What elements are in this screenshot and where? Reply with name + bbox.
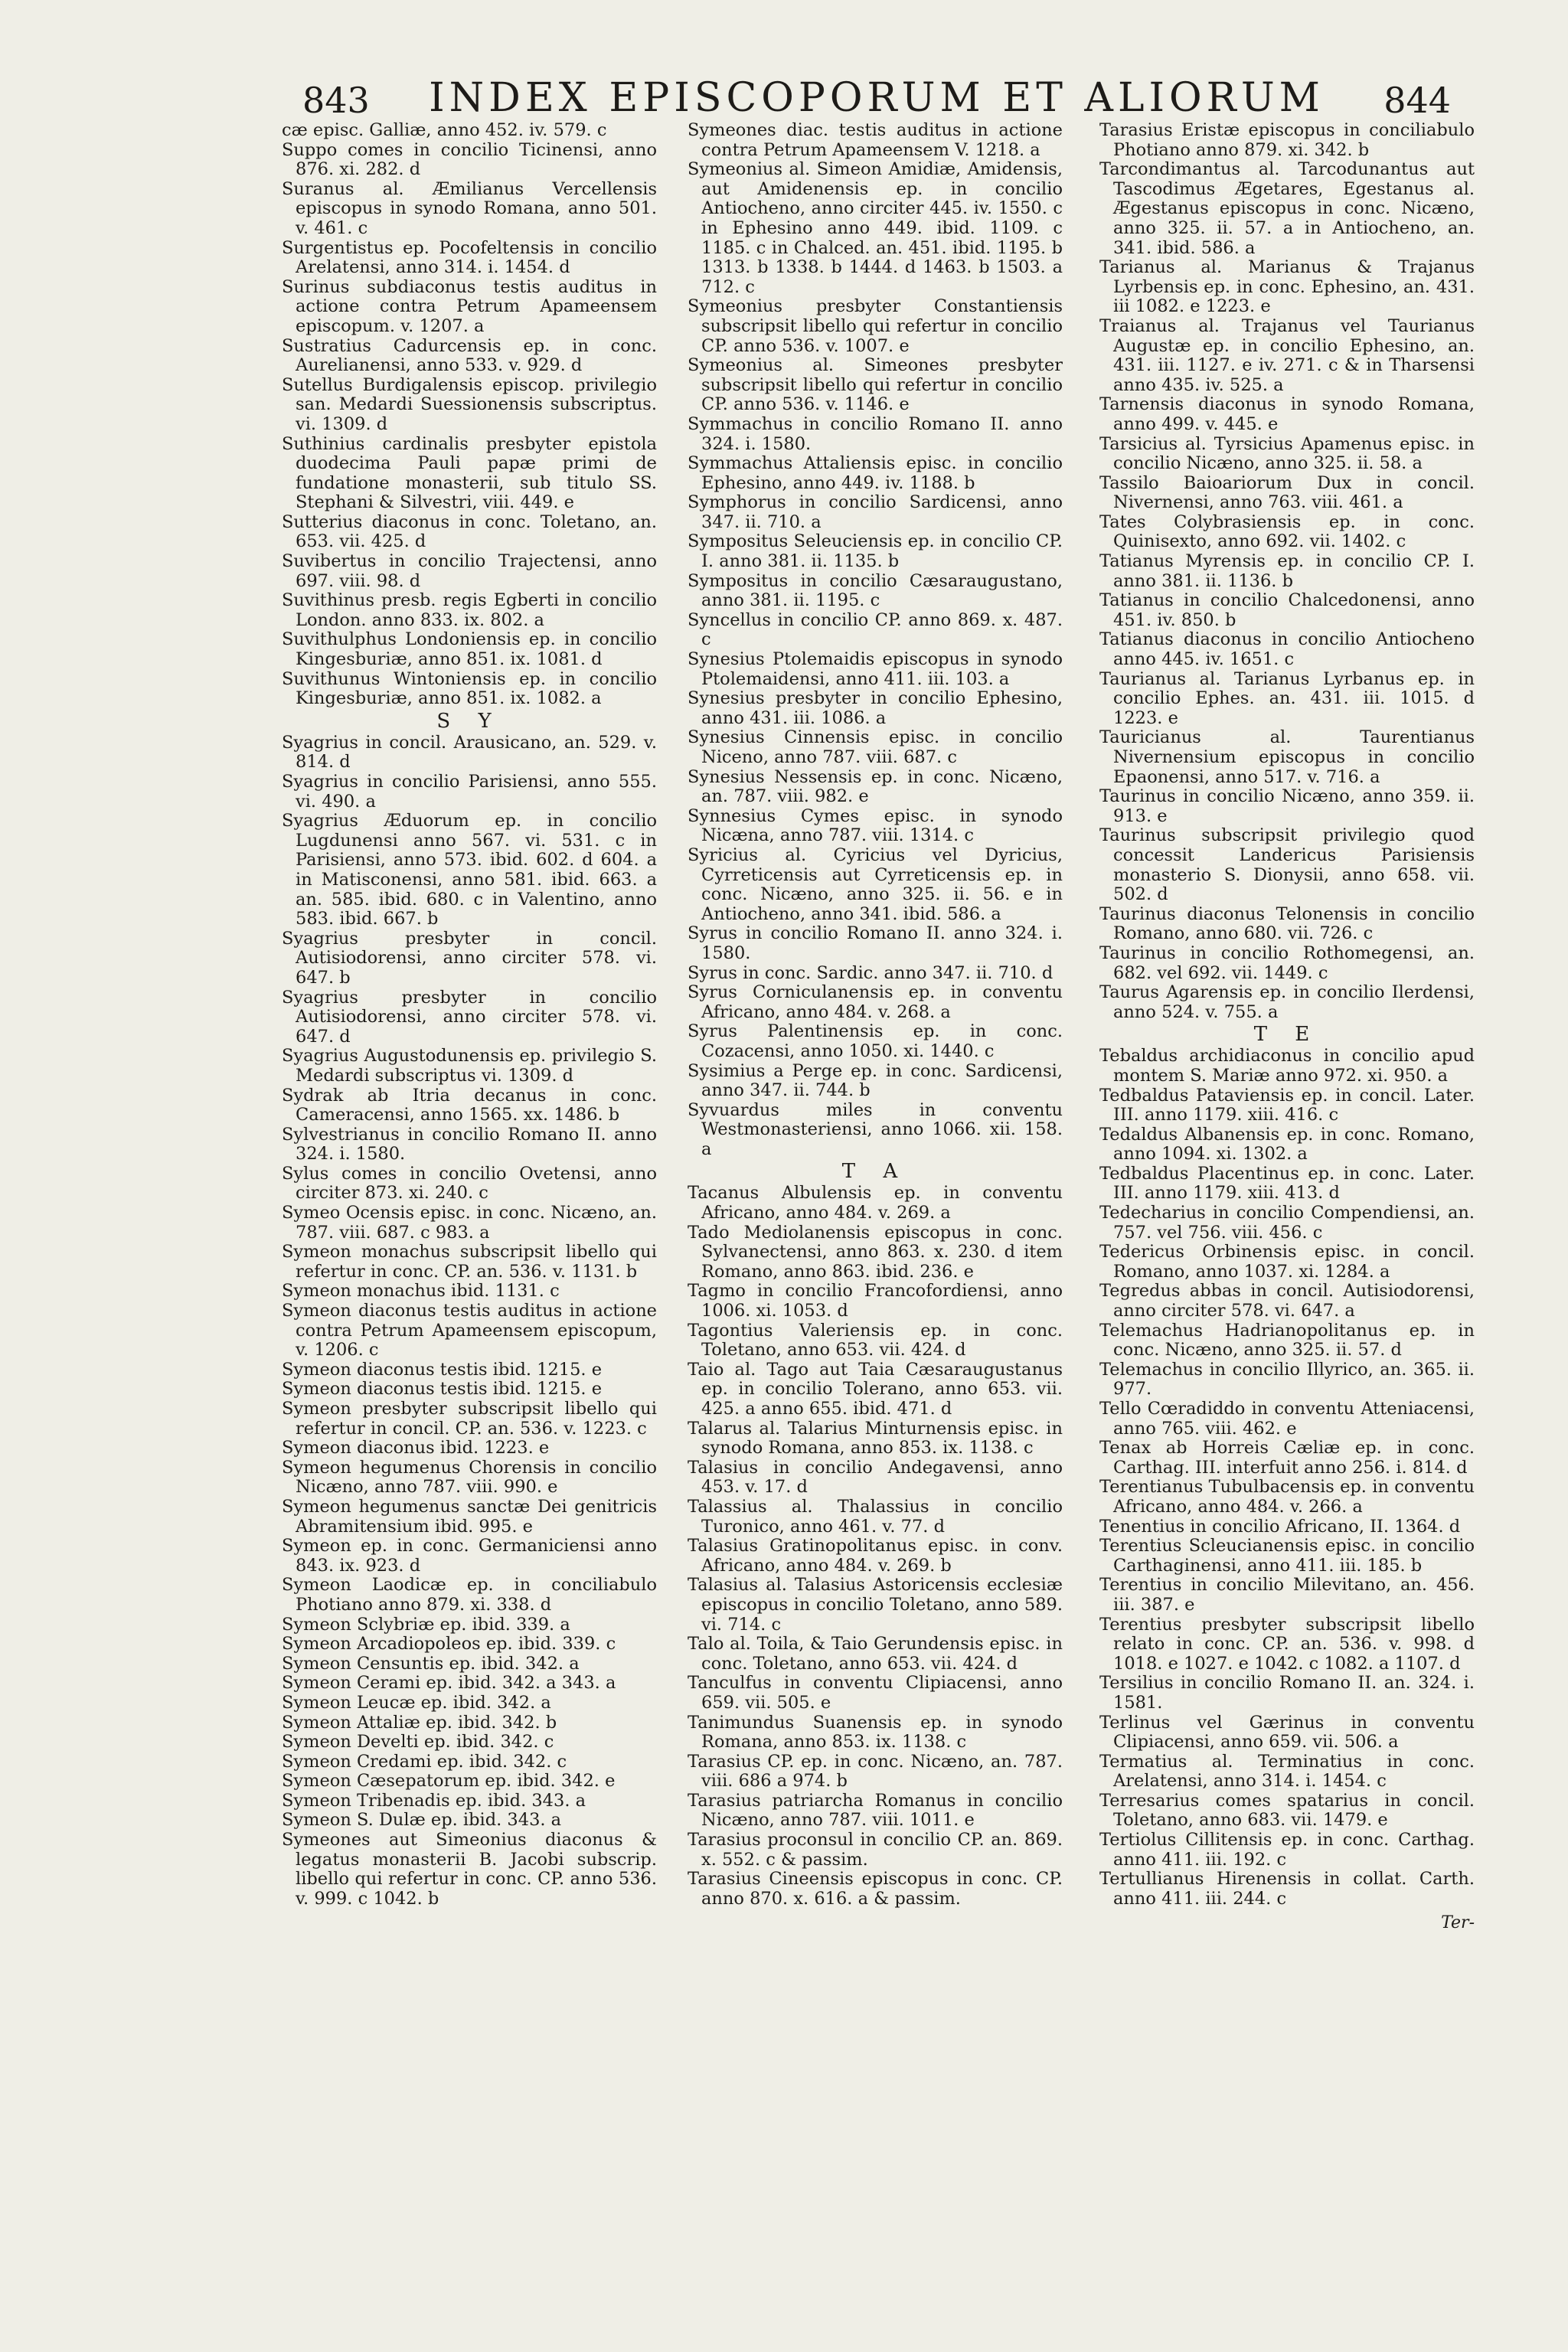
index-entry: Suvithulphus Londoniensis ep. in concilio Kingesburiæ, anno 851. ix. 1081. d: [282, 629, 657, 670]
index-entry: Syncellus in concilio CP. anno 869. x. 487. c: [688, 609, 1063, 650]
index-entry: Symmachus Attaliensis episc. in concilio Ephesino, anno 449. iv. 1188. b: [688, 453, 1063, 493]
index-entry: Tello Cœradiddo in conventu Atteniacensi, anno 765. viii. 462. e: [1099, 1399, 1475, 1439]
index-entry: Symeon Credami ep. ibid. 342. c: [282, 1751, 567, 1772]
index-entry: Synesius Cinnensis episc. in concilio Niceno, anno 787. viii. 687. c: [688, 727, 1063, 767]
index-entry: Symeon diaconus testis ibid. 1215. e: [282, 1379, 603, 1400]
index-entry: Syrus Corniculanensis ep. in conventu Africano, anno 484. v. 268. a: [688, 982, 1063, 1022]
index-column-2: [688, 121, 1063, 1909]
index-entry: Syagrius in concilio Parisiensi, anno 555. vi. 490. a: [282, 772, 657, 812]
index-entry: Synesius presbyter in concilio Ephesino, anno 431. iii. 1086. a: [688, 688, 1063, 728]
index-entry: Talarus al. Talarius Minturnensis episc. in synodo Romana, anno 853. ix. 1138. c: [688, 1418, 1063, 1459]
index-entry: Talassius al. Thalassius in concilio Turonico, anno 461. v. 77. d: [688, 1496, 1063, 1537]
index-entry: Terresarius comes spatarius in concil. Toletano, anno 683. vii. 1479. e: [1099, 1790, 1475, 1831]
index-entry: Symeones aut Simeonius diaconus & legatus monasterii B. Jacobi subscrip. libello qui refertur in conc. CP. anno 536. v. 999. c 1042. b: [282, 1830, 657, 1909]
index-entry: Symeon diaconus ibid. 1223. e: [282, 1438, 550, 1459]
index-entry: Tado Mediolanensis episcopus in conc. Sylvanectensi, anno 863. x. 230. d item Romano, anno 863. ibid. 236. e: [688, 1222, 1063, 1282]
index-entry: Tatianus diaconus in concilio Antiocheno anno 445. iv. 1651. c: [1099, 629, 1475, 670]
index-entry: Taio al. Tago aut Taia Cæsaraugustanus ep. in concilio Tolerano, anno 653. vii. 425. a anno 655. ibid. 471. d: [688, 1359, 1063, 1419]
index-entry: Symeon Arcadiopoleos ep. ibid. 339. c: [282, 1634, 616, 1655]
index-entry: Symeon diaconus testis auditus in actione contra Petrum Apameensem episcopum, v. 1206. c: [282, 1301, 657, 1361]
index-entry: Tedericus Orbinensis episc. in concil. Romano, anno 1037. xi. 1284. a: [1099, 1242, 1475, 1282]
index-entry: Sysimius a Perge ep. in conc. Sardicensi, anno 347. ii. 744. b: [688, 1060, 1063, 1101]
index-entry: Syagrius Æduorum ep. in concilio Lugdunensi anno 567. vi. 531. c in Parisiensi, anno 573. ibid. 602. d 604. a in Matisconensi, anno 581. ibid. 663. a an. 585. ibid. 680. c in Valentino, anno 583. ibid. 667. b: [282, 811, 657, 929]
index-entry: Tagmo in concilio Francofordiensi, anno 1006. xi. 1053. d: [688, 1281, 1063, 1321]
index-entry: Taurianus al. Tarianus Lyrbanus ep. in concilio Ephes. an. 431. iii. 1015. d 1223. e: [1099, 668, 1475, 728]
index-entry: Sympositus Seleuciensis ep. in concilio CP. I. anno 381. ii. 1135. b: [688, 531, 1063, 572]
index-entry: Tarianus al. Marianus & Trajanus Lyrbensis ep. in conc. Ephesino, an. 431. iii 1082. e 1223. e: [1099, 257, 1475, 317]
index-entry: Symeon Sclybriæ ep. ibid. 339. a: [282, 1614, 570, 1635]
index-entry: Syrus in concilio Romano II. anno 324. i. 1580.: [688, 923, 1063, 963]
index-entry: Symeon Censuntis ep. ibid. 342. a: [282, 1653, 580, 1674]
index-entry: Tarnensis diaconus in synodo Romana, anno 499. v. 445. e: [1099, 394, 1475, 434]
index-entry: Termatius al. Terminatius in conc. Arelatensi, anno 314. i. 1454. c: [1099, 1751, 1475, 1792]
index-entry: Tedaldus Albanensis ep. in conc. Romano, anno 1094. xi. 1302. a: [1099, 1124, 1475, 1165]
index-entry: Tarasius Eristæ episcopus in conciliabulo Photiano anno 879. xi. 342. b: [1099, 120, 1475, 160]
index-entry: Suppo comes in concilio Ticinensi, anno 876. xi. 282. d: [282, 139, 657, 180]
index-entry: Symmachus in concilio Romano II. anno 324. i. 1580.: [688, 413, 1063, 454]
index-column-1: [282, 121, 657, 1909]
index-entry: Suvithunus Wintoniensis ep. in concilio Kingesburiæ, anno 851. ix. 1082. a: [282, 668, 657, 709]
index-entry: Taurinus in concilio Rothomegensi, an. 682. vel 692. vii. 1449. c: [1099, 942, 1475, 983]
index-entry: Tertullianus Hirenensis in collat. Carth. anno 411. iii. 244. c: [1099, 1869, 1475, 1909]
index-entry: Symeon monachus subscripsit libello qui refertur in conc. CP. an. 536. v. 1131. b: [282, 1242, 657, 1282]
section-heading: S Y: [436, 709, 502, 733]
index-entry: Tedbaldus Placentinus ep. in conc. Later. III. anno 1179. xiii. 413. d: [1099, 1163, 1475, 1204]
index-entry: Tatianus Myrensis ep. in concilio CP. I. anno 381. ii. 1136. b: [1099, 551, 1475, 591]
index-entry: Syagrius presbyter in concil. Autisiodorensi, anno circiter 578. vi. 647. b: [282, 928, 657, 988]
index-entry: Symeon Attaliæ ep. ibid. 342. b: [282, 1712, 557, 1733]
index-entry: Surinus subdiaconus testis auditus in actione contra Petrum Apameensem episcopum. v. 1207. a: [282, 276, 657, 336]
index-entry: Telemachus Hadrianopolitanus ep. in conc. Nicæno, anno 325. ii. 57. d: [1099, 1320, 1475, 1361]
index-entry: Terentianus Tubulbacensis ep. in conventu Africano, anno 484. v. 266. a: [1099, 1477, 1475, 1517]
index-entry: Symeon Laodicæ ep. in conciliabulo Photiano anno 879. xi. 338. d: [282, 1575, 657, 1615]
index-entry: Symeon Leucæ ep. ibid. 342. a: [282, 1692, 551, 1713]
index-entry: Suvithinus presb. regis Egberti in concilio London. anno 833. ix. 802. a: [282, 590, 657, 630]
index-entry: Tenax ab Horreis Cæliæ ep. in conc. Carthag. III. interfuit anno 256. i. 814. d: [1099, 1438, 1475, 1478]
index-entry: Tanimundus Suanensis ep. in synodo Romana, anno 853. ix. 1138. c: [688, 1712, 1063, 1753]
index-entry: Sustratius Cadurcensis ep. in conc. Aurelianensi, anno 533. v. 929. d: [282, 335, 657, 376]
index-entry: Symeo Ocensis episc. in conc. Nicæno, an. 787. viii. 687. c 983. a: [282, 1203, 657, 1243]
index-entry: Synnesius Cymes episc. in synodo Nicæna, anno 787. viii. 1314. c: [688, 805, 1063, 846]
index-entry: Surgentistus ep. Pocofeltensis in concilio Arelatensi, anno 314. i. 1454. d: [282, 237, 657, 278]
index-entry: Tertiolus Cillitensis ep. in conc. Carthag. anno 411. iii. 192. c: [1099, 1830, 1475, 1870]
index-entry: Sylvestrianus in concilio Romano II. anno 324. i. 1580.: [282, 1124, 657, 1165]
index-entry: Symeonius presbyter Constantiensis subscripsit libello qui refertur in concilio CP. anno 536. v. 1007. e: [688, 296, 1063, 356]
index-entry: Taurus Agarensis ep. in concilio Ilerdensi, anno 524. v. 755. a: [1099, 982, 1475, 1022]
index-entry: Syvuardus miles in conventu Westmonasteriensi, anno 1066. xii. 158. a: [688, 1099, 1063, 1159]
index-entry: Tagontius Valeriensis ep. in conc. Toletano, anno 653. vii. 424. d: [688, 1320, 1063, 1361]
index-entry: Tarasius proconsul in concilio CP. an. 869. x. 552. c & passim.: [688, 1830, 1063, 1870]
index-entry: Telemachus in concilio Illyrico, an. 365. ii. 977.: [1099, 1359, 1475, 1400]
index-entry: Syagrius in concil. Arausicano, an. 529. v. 814. d: [282, 732, 657, 773]
index-entry: Traianus al. Trajanus vel Taurianus Augustæ ep. in concilio Ephesino, an. 431. iii. 1127. e iv. 271. c & in Tharsensi anno 435. iv. 525. a: [1099, 315, 1475, 395]
index-entry: Sutellus Burdigalensis episcop. privilegio san. Medardi Suessionensis subscriptus. vi. 1309. d: [282, 374, 657, 434]
catchword: Ter-: [1441, 1913, 1475, 1933]
index-entry: Symeon Cerami ep. ibid. 342. a 343. a: [282, 1673, 616, 1694]
index-entry: Symeonius al. Simeones presbyter subscripsit libello qui refertur in concilio CP. anno 536. v. 1146. e: [688, 355, 1063, 415]
index-entry: Sydrak ab Itria decanus in conc. Cameracensi, anno 1565. xx. 1486. b: [282, 1085, 657, 1125]
index-entry: Suthinius cardinalis presbyter epistola duodecima Pauli papæ primi de fundatione monasterii, sub titulo SS. Stephani & Silvestri, viii. 449. e: [282, 433, 657, 513]
section-heading: T A: [841, 1160, 909, 1184]
page-number-right: 844: [1383, 80, 1451, 121]
index-column-3: [1099, 121, 1475, 1933]
index-entry: Sympositus in concilio Cæsaraugustano, anno 381. ii. 1195. c: [688, 570, 1063, 611]
index-entry: Syrus in conc. Sardic. anno 347. ii. 710. d: [688, 962, 1054, 983]
index-entry: Tates Colybrasiensis ep. in conc. Quinisexto, anno 692. vii. 1402. c: [1099, 511, 1475, 552]
index-entry: Terlinus vel Gærinus in conventu Clipiacensi, anno 659. vii. 506. a: [1099, 1712, 1475, 1753]
index-entry: Taurinus subscripsit privilegio quod concessit Landericus Parisiensis monasterio S. Dionysii, anno 658. vii. 502. d: [1099, 825, 1475, 905]
index-entry: Tebaldus archidiaconus in concilio apud montem S. Mariæ anno 972. xi. 950. a: [1099, 1046, 1475, 1086]
index-entry: Syagrius Augustodunensis ep. privilegio S. Medardi subscriptus vi. 1309. d: [282, 1046, 657, 1086]
index-entry: Symeon hegumenus sanctæ Dei genitricis Abramitensium ibid. 995. e: [282, 1496, 657, 1537]
index-entry: Talasius Gratinopolitanus episc. in conv. Africano, anno 484. v. 269. b: [688, 1536, 1063, 1576]
index-entry: Tenentius in concilio Africano, II. 1364. d: [1099, 1516, 1461, 1537]
index-entry: Symeon Tribenadis ep. ibid. 343. a: [282, 1790, 586, 1811]
index-entry: Terentius in concilio Milevitano, an. 456. iii. 387. e: [1099, 1575, 1475, 1615]
index-entry: Symeon Develti ep. ibid. 342. c: [282, 1732, 554, 1753]
index-entry: Suvibertus in concilio Trajectensi, anno 697. viii. 98. d: [282, 551, 657, 591]
index-entry: Terentius presbyter subscripsit libello relato in conc. CP. an. 536. v. 998. d 1018. e 1027. e 1042. c 1082. a 1107. d: [1099, 1614, 1475, 1674]
index-entry: Tauricianus al. Taurentianus Nivernensium episcopus in concilio Epaonensi, anno 517. v. 716. a: [1099, 727, 1475, 787]
index-entry: Tacanus Albulensis ep. in conventu Africano, anno 484. v. 269. a: [688, 1183, 1063, 1223]
index-entry: Tarcondimantus al. Tarcodunantus aut Tascodimus Ægetares, Egestanus al. Ægestanus episcopus in conc. Nicæno, anno 325. ii. 57. a in Antiocheno, an. 341. ibid. 586. a: [1099, 159, 1475, 258]
index-entry: Taurinus diaconus Telonensis in concilio Romano, anno 680. vii. 726. c: [1099, 903, 1475, 944]
index-entry: Taurinus in concilio Nicæno, anno 359. ii. 913. e: [1099, 786, 1475, 826]
page-number-left: 843: [302, 80, 370, 121]
index-entry: Tassilo Baioariorum Dux in concil. Nivernensi, anno 763. viii. 461. a: [1099, 472, 1475, 513]
index-entry: Symeon Cæsepatorum ep. ibid. 342. e: [282, 1771, 616, 1792]
index-entry: cæ episc. Galliæ, anno 452. iv. 579. c: [282, 120, 607, 140]
index-entry: Talasius al. Talasius Astoricensis ecclesiæ episcopus in concilio Toletano, anno 589. vi. 714. c: [688, 1575, 1063, 1635]
index-entry: Symeon diaconus testis ibid. 1215. e: [282, 1359, 603, 1380]
index-entry: Tedecharius in concilio Compendiensi, an. 757. vel 756. viii. 456. c: [1099, 1203, 1475, 1243]
index-entry: Symphorus in concilio Sardicensi, anno 347. ii. 710. a: [688, 492, 1063, 532]
index-entry: Tegredus abbas in concil. Autisiodorensi, anno circiter 578. vi. 647. a: [1099, 1281, 1475, 1321]
index-entry: Talasius in concilio Andegavensi, anno 453. v. 17. d: [688, 1457, 1063, 1498]
index-entry: Suranus al. Æmilianus Vercellensis episcopus in synodo Romana, anno 501. v. 461. c: [282, 178, 657, 238]
index-entry: Tarasius patriarcha Romanus in concilio Nicæno, anno 787. viii. 1011. e: [688, 1790, 1063, 1831]
index-entry: Symeon monachus ibid. 1131. c: [282, 1281, 560, 1302]
index-entry: Tatianus in concilio Chalcedonensi, anno 451. iv. 850. b: [1099, 590, 1475, 630]
index-entry: Tedbaldus Pataviensis ep. in concil. Later. III. anno 1179. xiii. 416. c: [1099, 1085, 1475, 1125]
index-entry: Tarasius Cineensis episcopus in conc. CP. anno 870. x. 616. a & passim.: [688, 1869, 1063, 1909]
index-entry: Tersilius in concilio Romano II. an. 324. i. 1581.: [1099, 1673, 1475, 1713]
index-entry: Sylus comes in concilio Ovetensi, anno circiter 873. xi. 240. c: [282, 1163, 657, 1204]
index-entry: Symeonius al. Simeon Amidiæ, Amidensis, aut Amidenensis ep. in concilio Antiocheno, anno circiter 445. iv. 1550. c in Ephesino anno 449. ibid. 1109. c 1185. c in Chalced. an. 451. ibid. 1195. b 1313. b 1338. b 1444. d 1463. b 1503. a 712. c: [688, 159, 1063, 297]
page-title: INDEX EPISCOPORUM ET ALIORUM: [429, 75, 1325, 121]
index-entry: Talo al. Toila, & Taio Gerundensis episc. in conc. Toletano, anno 653. vii. 424. d: [688, 1634, 1063, 1674]
index-entry: Symeones diac. testis auditus in actione contra Petrum Apameensem V. 1218. a: [688, 120, 1063, 160]
index-entry: Tarasius CP. ep. in conc. Nicæno, an. 787. viii. 686 a 974. b: [688, 1751, 1063, 1792]
index-entry: Syricius al. Cyricius vel Dyricius, Cyrreticensis aut Cyrreticensis ep. in conc. Nicæno, anno 325. ii. 56. e in Antiocheno, anno 341. ibid. 586. a: [688, 844, 1063, 924]
index-entry: Tanculfus in conventu Clipiacensi, anno 659. vii. 505. e: [688, 1673, 1063, 1713]
index-entry: Tarsicius al. Tyrsicius Apamenus episc. in concilio Nicæno, anno 325. ii. 58. a: [1099, 433, 1475, 474]
index-entry: Synesius Nessensis ep. in conc. Nicæno, an. 787. viii. 982. e: [688, 766, 1063, 807]
index-entry: Sutterius diaconus in conc. Toletano, an. 653. vii. 425. d: [282, 511, 657, 552]
index-entry: Syrus Palentinensis ep. in conc. Cozacensi, anno 1050. xi. 1440. c: [688, 1021, 1063, 1061]
index-entry: Symeon S. Dulæ ep. ibid. 343. a: [282, 1810, 562, 1831]
index-entry: Syagrius presbyter in concilio Autisiodorensi, anno circiter 578. vi. 647. d: [282, 987, 657, 1047]
index-entry: Symeon ep. in conc. Germaniciensi anno 843. ix. 923. d: [282, 1536, 657, 1576]
index-entry: Symeon presbyter subscripsit libello qui refertur in concil. CP. an. 536. v. 1223. c: [282, 1399, 657, 1439]
index-entry: Terentius Scleucianensis episc. in concilio Carthaginensi, anno 411. iii. 185. b: [1099, 1536, 1475, 1576]
index-entry: Synesius Ptolemaidis episcopus in synodo Ptolemaidensi, anno 411. iii. 103. a: [688, 649, 1063, 689]
index-entry: Symeon hegumenus Chorensis in concilio Nicæno, anno 787. viii. 990. e: [282, 1457, 657, 1498]
section-heading: T E: [1253, 1023, 1321, 1047]
